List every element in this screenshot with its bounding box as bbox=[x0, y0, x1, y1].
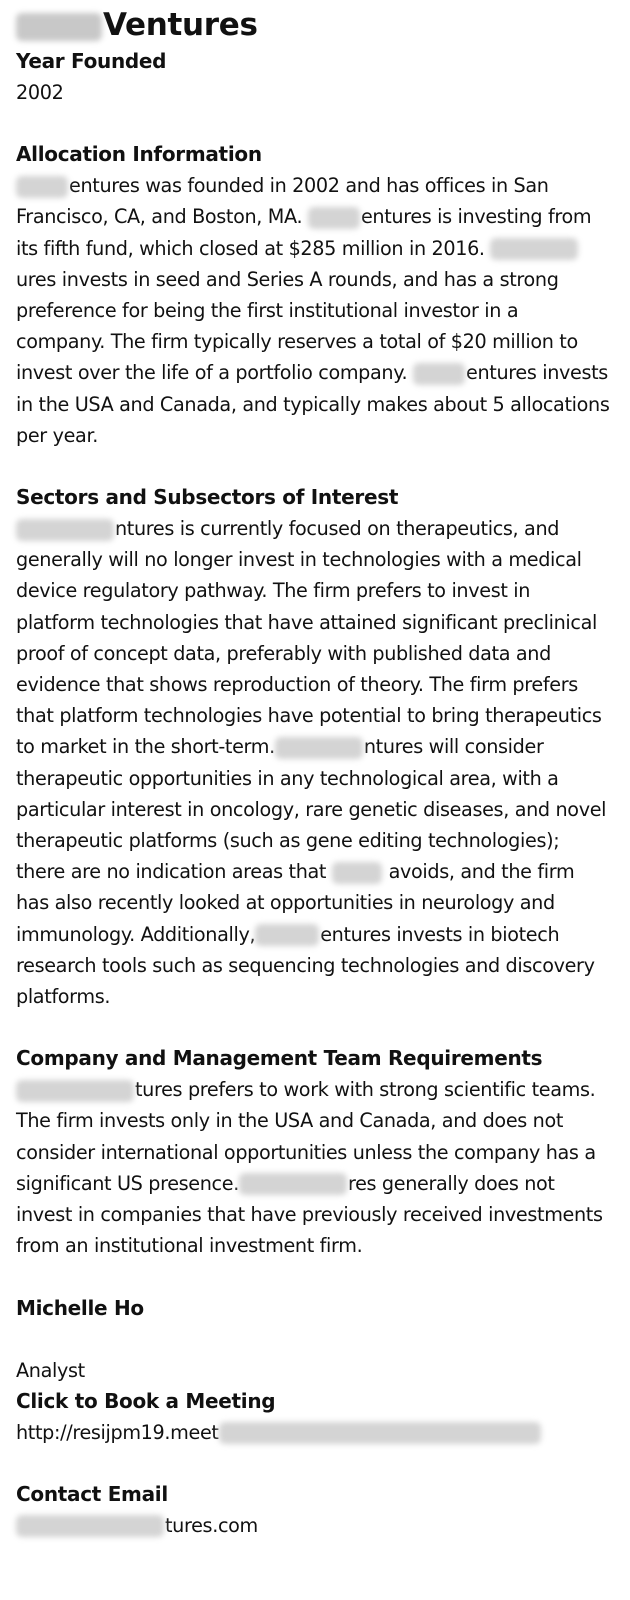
profile-document bbox=[16, 4, 612, 1541]
redacted-name bbox=[413, 363, 465, 385]
allocation-text-4: entures invests in the USA and Canada, and typically makes about 5 allocations per year. bbox=[16, 361, 610, 447]
redacted-name bbox=[16, 519, 114, 541]
title-text: Ventures bbox=[103, 7, 258, 43]
redacted-name bbox=[332, 862, 382, 884]
sectors-text-3: avoids, and the firm has also recently looked at opportunities in neurology and immunology. Additionally, bbox=[16, 860, 575, 946]
sectors-text-1: ntures is currently focused on therapeutics, and generally will no longer invest in technologies with a medical device regulatory pathway. The firm prefers to invest in platform technologies that have attained significant preclinical proof of concept data, preferably with published data and evidence that shows reproduction of theory. The firm prefers that platform technologies have potential to bring therapeutics to market in the short-term. bbox=[16, 517, 602, 759]
redacted-name bbox=[275, 737, 363, 759]
allocation-text-2: entures is investing from its fifth fund, which closed at $285 million in 2016. bbox=[16, 205, 592, 260]
redacted-name bbox=[16, 176, 68, 198]
redacted-email bbox=[16, 1515, 164, 1537]
allocation-text-3: ures invests in seed and Series A rounds, and has a strong preference for being the first institutional investor in a company. The firm typically reserves a total of $20 million to invest over the life of a portfolio company. bbox=[16, 267, 578, 385]
email-link[interactable] bbox=[16, 1514, 258, 1537]
year-founded-heading: Year Founded bbox=[16, 49, 167, 73]
sectors-heading: Sectors and Subsectors of Interest bbox=[16, 485, 399, 510]
meeting-link[interactable] bbox=[16, 1421, 542, 1444]
allocation-text-1: entures was founded in 2002 and has offices in San Francisco, CA, and Boston, MA. bbox=[16, 174, 549, 229]
redacted-name bbox=[16, 13, 102, 41]
redacted-name bbox=[239, 1173, 347, 1195]
year-founded-value: 2002 bbox=[16, 81, 64, 104]
page-title bbox=[16, 4, 612, 46]
contact-role: Analyst bbox=[16, 1358, 85, 1382]
meeting-heading: Click to Book a Meeting bbox=[16, 1388, 276, 1413]
redacted-name bbox=[490, 238, 578, 260]
email-line bbox=[16, 1510, 612, 1541]
sectors-paragraph bbox=[16, 513, 612, 1012]
requirements-text-2: res generally does not invest in companies that have previously received investments from an institutional investment firm. bbox=[16, 1171, 603, 1258]
meeting-link-line bbox=[16, 1417, 612, 1448]
redacted-name bbox=[255, 924, 319, 946]
email-text: tures.com bbox=[165, 1513, 258, 1537]
requirements-text-1: tures prefers to work with strong scientific teams. The firm invests only in the USA and Canada, and does not consider international opportunities unless the company has a significant US presence. bbox=[16, 1078, 596, 1195]
requirements-paragraph bbox=[16, 1074, 612, 1261]
allocation-paragraph bbox=[16, 170, 612, 451]
meeting-url-text: http://resijpm19.meet bbox=[16, 1420, 219, 1444]
contact-name: Michelle Ho bbox=[16, 1295, 144, 1320]
email-heading: Contact Email bbox=[16, 1481, 168, 1506]
sectors-text-4: entures invests in biotech research tools such as sequencing technologies and discovery platforms. bbox=[16, 922, 595, 1009]
requirements-heading: Company and Management Team Requirements bbox=[16, 1046, 543, 1071]
redacted-name bbox=[308, 207, 360, 229]
sectors-text-2: ntures will consider therapeutic opportunities in any technological area, with a particular interest in oncology, rare genetic diseases, and novel therapeutic platforms (such as gene editing technologies); there are no indication areas that bbox=[16, 735, 607, 884]
redacted-name bbox=[16, 1080, 134, 1102]
allocation-heading: Allocation Information bbox=[16, 142, 262, 167]
redacted-url bbox=[219, 1422, 541, 1444]
